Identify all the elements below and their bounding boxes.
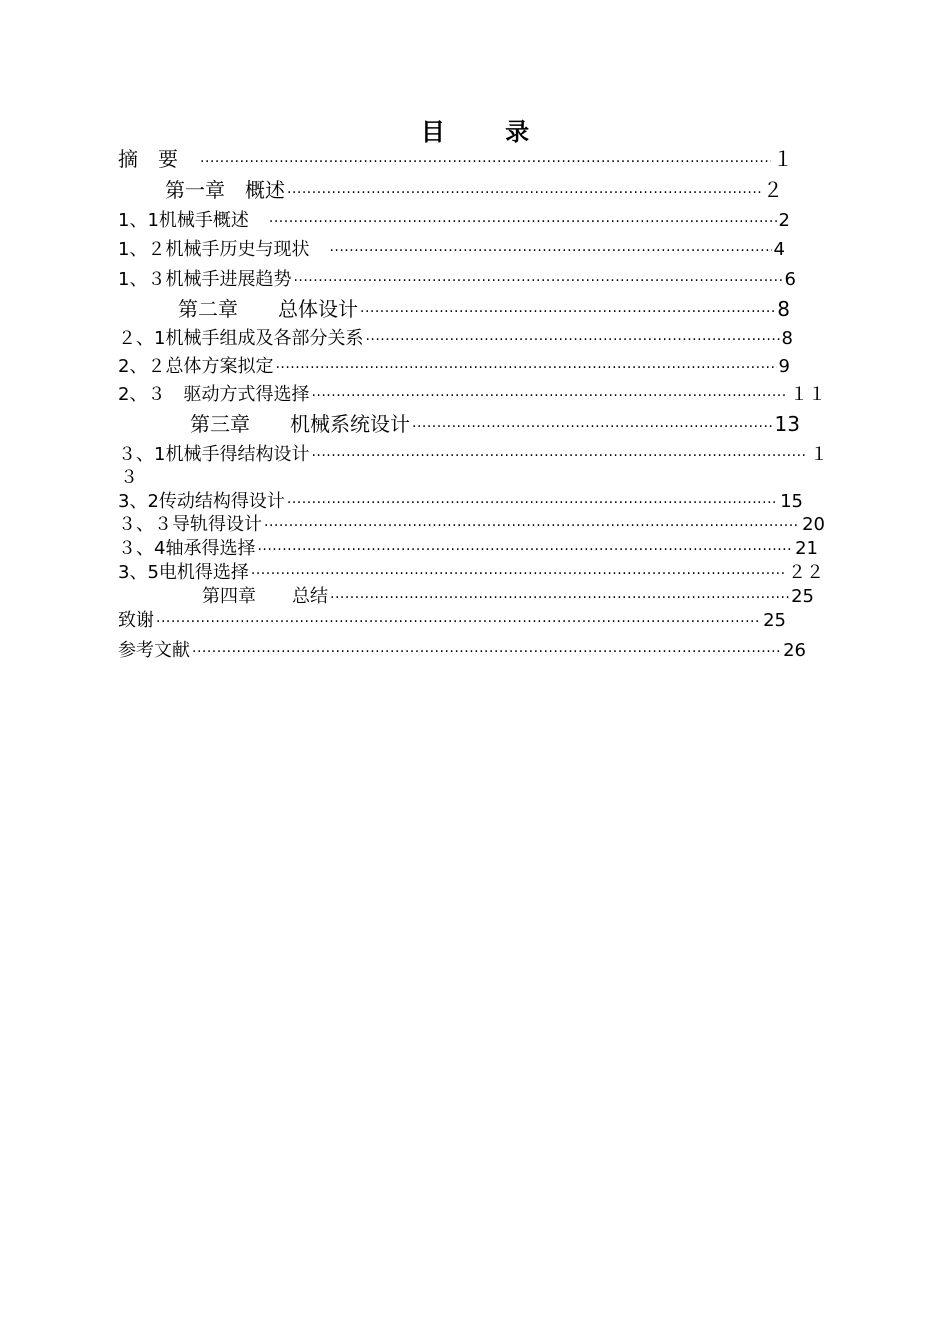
dot-leader: [287, 492, 778, 514]
toc-entry-references[interactable]: [118, 640, 806, 663]
dot-leader: [251, 563, 786, 585]
toc-entry-label: 3、2传动结构得设计: [118, 491, 285, 512]
toc-entry-page: ２２: [788, 562, 824, 583]
toc-entry-page: 15: [780, 491, 803, 512]
dot-leader: [311, 445, 808, 467]
toc-entry-label: ３、３导轨得设计: [118, 514, 262, 535]
toc-entry-3-5[interactable]: [118, 562, 824, 585]
dot-leader: [360, 301, 775, 323]
toc-entry-label: 第一章 概述: [165, 178, 285, 202]
toc-entry-label: 2、３ 驱动方式得选择: [118, 384, 310, 405]
toc-entry-page: 26: [783, 640, 806, 661]
toc-entry-3-4[interactable]: [118, 538, 818, 561]
toc-entry-chapter-3[interactable]: [190, 413, 800, 438]
toc-entry-page: 20: [802, 514, 825, 535]
page-title: 目 录: [420, 118, 556, 146]
toc-entry-page: 25: [791, 586, 814, 607]
toc-entry-3-2[interactable]: [118, 491, 803, 514]
toc-entry-label: 3、5电机得选择: [118, 562, 249, 583]
toc-entry-label: 参考文献: [118, 640, 190, 661]
toc-entry-3-3[interactable]: [118, 514, 825, 537]
dot-leader: [264, 515, 800, 537]
toc-entry-3-1[interactable]: [118, 444, 828, 467]
toc-entry-page: 2: [778, 210, 790, 231]
toc-entry-label: 2、２总体方案拟定: [118, 356, 274, 377]
toc-entry-label: ２、1机械手组成及各部分关系: [118, 328, 364, 349]
toc-entry-page: １: [773, 147, 793, 171]
dot-leader: [200, 151, 771, 173]
dot-leader: [156, 611, 761, 633]
toc-entry-page: 25: [763, 610, 786, 631]
toc-entry-page: 8: [781, 328, 793, 349]
toc-entry-chapter-2[interactable]: [178, 298, 790, 323]
toc-entry-label: ３、4轴承得选择: [118, 538, 256, 559]
dot-leader: [275, 357, 776, 379]
dot-leader: [192, 641, 781, 663]
toc-entry-label: ３、1机械手得结构设计: [118, 444, 310, 465]
toc-entry-page: 6: [784, 269, 796, 290]
toc-entry-label: 摘 要: [118, 147, 198, 171]
toc-entry-chapter-1[interactable]: [165, 179, 783, 204]
dot-leader: [293, 270, 782, 292]
dot-leader: [257, 539, 793, 561]
toc-entry-page: １１: [790, 384, 826, 405]
dot-leader: [287, 182, 761, 204]
dot-leader: [269, 211, 777, 233]
toc-entry-page: 13: [774, 412, 800, 436]
toc-entry-2-3[interactable]: [118, 384, 826, 407]
toc-entry-abstract[interactable]: [118, 148, 793, 173]
toc-entry-label: 第四章 总结: [202, 586, 328, 607]
toc-entry-1-1[interactable]: [118, 210, 790, 233]
toc-entry-2-1[interactable]: [118, 328, 793, 351]
toc-entry-acknowledgement[interactable]: [118, 610, 786, 633]
toc-entry-page: 8: [777, 297, 790, 321]
dot-leader: [329, 240, 771, 262]
toc-entry-label: 致谢: [118, 610, 154, 631]
toc-entry-label: 第二章 总体设计: [178, 297, 358, 321]
toc-entry-page: 9: [778, 356, 790, 377]
toc-entry-label: 1、２机械手历史与现状: [118, 239, 328, 260]
toc-entry-label: 第三章 机械系统设计: [190, 412, 410, 436]
dot-leader: [412, 416, 773, 438]
toc-entry-1-2[interactable]: [118, 239, 785, 262]
dot-leader: [365, 329, 779, 351]
toc-entry-page: 21: [795, 538, 818, 559]
toc-entry-label: 1、３机械手进展趋势: [118, 269, 292, 290]
dot-leader: [330, 587, 789, 609]
toc-entry-1-3[interactable]: [118, 269, 796, 292]
toc-entry-page: １: [810, 444, 828, 465]
toc-entry-2-2[interactable]: [118, 356, 790, 379]
toc-entry-page-wrap: ３: [120, 467, 138, 488]
dot-leader: [311, 385, 788, 407]
toc-entry-label: 1、1机械手概述: [118, 210, 267, 231]
toc-entry-page: ２: [763, 178, 783, 202]
toc-entry-chapter-4[interactable]: [202, 586, 814, 609]
toc-entry-page: 4: [773, 239, 785, 260]
